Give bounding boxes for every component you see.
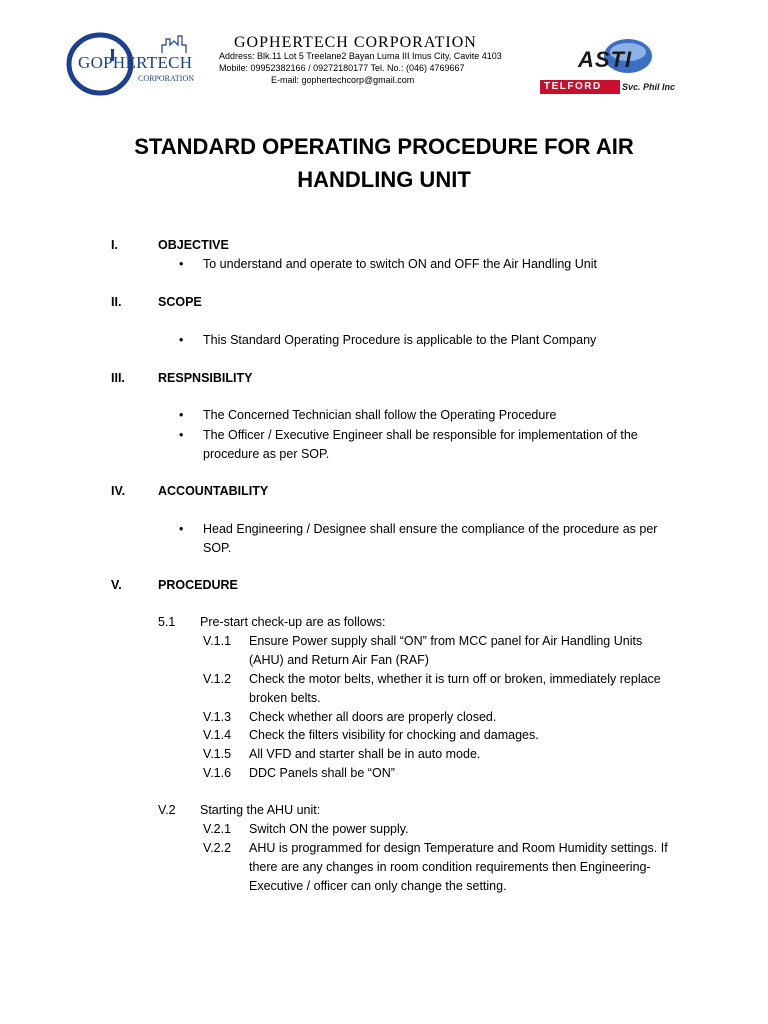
item-text: AHU is programmed for design Temperature and Room Humidity settings. If [249,841,668,855]
section-number: I. [111,238,118,252]
title-line-1: STANDARD OPERATING PROCEDURE FOR AIR [134,134,634,159]
item-number: V.1.1 [203,634,232,648]
section-number: III. [111,371,125,385]
logo-left-subtext: CORPORATION [138,74,195,83]
item-text-continued: broken belts. [249,691,321,705]
list-item: This Standard Operating Procedure is applicable to the Plant Company [203,333,597,347]
bullet-icon: • [179,333,184,347]
item-text: Switch ON the power supply. [249,822,409,836]
item-number: V.1.2 [203,672,232,686]
company-email: E-mail: gophertechcorp@gmail.com [271,75,415,85]
list-item: To understand and operate to switch ON and OFF the Air Handling Unit [203,257,597,271]
section-number: IV. [111,484,126,498]
subsection-number: 5.1 [158,615,176,629]
section-number: II. [111,295,122,309]
item-number: V.1.3 [203,710,232,724]
logo-right-band: TELFORD [544,81,602,92]
list-item-continued: SOP. [203,541,232,555]
section-heading-objective: OBJECTIVE [158,238,229,252]
logo-left-text: GOPHERTECH [78,53,193,72]
bullet-icon: • [179,408,184,422]
item-text: Check the motor belts, whether it is turn off or broken, immediately replace [249,672,661,686]
item-text: DDC Panels shall be “ON” [249,766,395,780]
logo-right-text: ASTI [578,47,633,72]
list-item: The Concerned Technician shall follow the Operating Procedure [203,408,557,422]
list-item: The Officer / Executive Engineer shall be responsible for implementation of the [203,428,638,442]
list-item: Head Engineering / Designee shall ensure the compliance of the procedure as per [203,522,658,536]
item-text: All VFD and starter shall be in auto mode. [249,747,481,761]
title-line-2: HANDLING UNIT [297,167,471,192]
item-text: Check the filters visibility for chocking and damages. [249,728,539,742]
section-number: V. [111,578,122,592]
section-heading-procedure: PROCEDURE [158,578,238,592]
bullet-icon: • [179,257,184,271]
item-text: Ensure Power supply shall “ON” from MCC panel for Air Handling Units [249,634,643,648]
section-heading-responsibility: RESPNSIBILITY [158,371,253,385]
item-number: V.1.5 [203,747,232,761]
item-text-continued: there are any changes in room condition requirements then Engineering- [249,860,651,874]
section-heading-accountability: ACCOUNTABILITY [158,484,269,498]
list-item-continued: procedure as per SOP. [203,447,330,461]
company-phone: Mobile: 09952382166 / 09272180177 Tel. No.: (046) 4769667 [219,63,465,73]
item-number: V.1.4 [203,728,232,742]
item-number: V.2.1 [203,822,232,836]
subsection-title: Pre-start check-up are as follows: [200,615,386,629]
subsection-title: Starting the AHU unit: [200,803,321,817]
company-address: Address: Blk.11 Lot 5 Treelane2 Bayan Luma III Imus City, Cavite 4103 [219,51,502,61]
item-number: V.2.2 [203,841,232,855]
item-text-continued: Executive / officer can only change the setting. [249,879,507,893]
item-text-continued: (AHU) and Return Air Fan (RAF) [249,653,429,667]
company-name: GOPHERTECH CORPORATION [234,34,477,51]
section-heading-scope: SCOPE [158,295,202,309]
bullet-icon: • [179,428,184,442]
item-text: Check whether all doors are properly closed. [249,710,497,724]
page-title [100,130,668,196]
logo-right-subtext: Svc. Phil Inc [622,82,676,92]
item-number: V.1.6 [203,766,232,780]
subsection-number: V.2 [158,803,176,817]
bullet-icon: • [179,522,184,536]
